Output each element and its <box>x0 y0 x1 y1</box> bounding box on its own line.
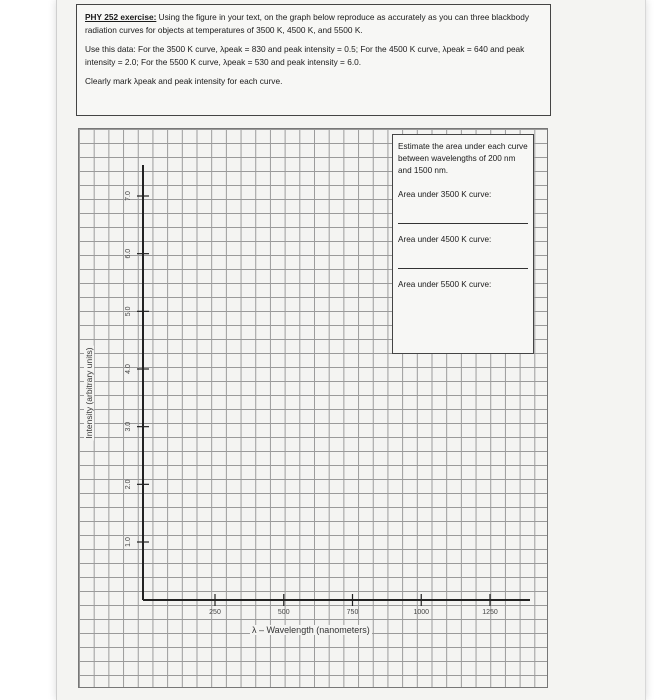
area-prompt: Estimate the area under each curve between wavelengths of 200 nm and 1500 nm. <box>398 142 528 175</box>
y-tick-label: 7.0 <box>125 191 132 201</box>
y-tick-label: 5.0 <box>125 306 132 317</box>
exercise-title: PHY 252 exercise: <box>85 12 157 22</box>
x-tick-label: 250 <box>209 609 221 616</box>
y-axis-label-wrap <box>80 323 98 463</box>
data-line: Use this data: For the 3500 K curve, λpeak = 830 and peak intensity = 0.5; For the 4500 K curve, λpeak = 640 and peak intensity = 2.0; For the 5500 K curve, λpeak = 530 and peak intensity = 6.0. <box>85 44 525 67</box>
y-tick-label: 3.0 <box>125 421 132 432</box>
area-4500-answer-line[interactable] <box>398 246 528 269</box>
marking-instruction: Clearly mark λpeak and peak intensity for each curve. <box>85 76 283 86</box>
area-5500-label: Area under 5500 K curve: <box>398 280 492 289</box>
x-tick-label: 1250 <box>482 609 498 616</box>
area-3500-answer-line[interactable] <box>398 201 528 224</box>
y-tick-label: 1.0 <box>125 537 132 547</box>
x-tick-label: 750 <box>346 609 359 616</box>
x-tick-label: 500 <box>277 609 290 616</box>
area-4500-label: Area under 4500 K curve: <box>398 235 492 244</box>
x-axis-label: λ – Wavelength (nanometers) <box>252 625 370 635</box>
intro-text: Using the figure in your text, on the graph below reproduce as accurately as you can three blackbody radiation curves for objects at temperatures of 3500 K, 4500 K, and 5500 K. <box>85 12 530 35</box>
y-axis-label: Intensity (arbitrary units) <box>84 347 94 439</box>
y-tick-label: 4.0 <box>125 364 132 374</box>
area-estimate-box <box>392 134 534 354</box>
y-tick-label: 2.0 <box>125 479 132 490</box>
x-tick-label: 1000 <box>413 609 430 616</box>
y-tick-label: 6.0 <box>125 248 132 259</box>
area-3500-label: Area under 3500 K curve: <box>398 190 492 199</box>
